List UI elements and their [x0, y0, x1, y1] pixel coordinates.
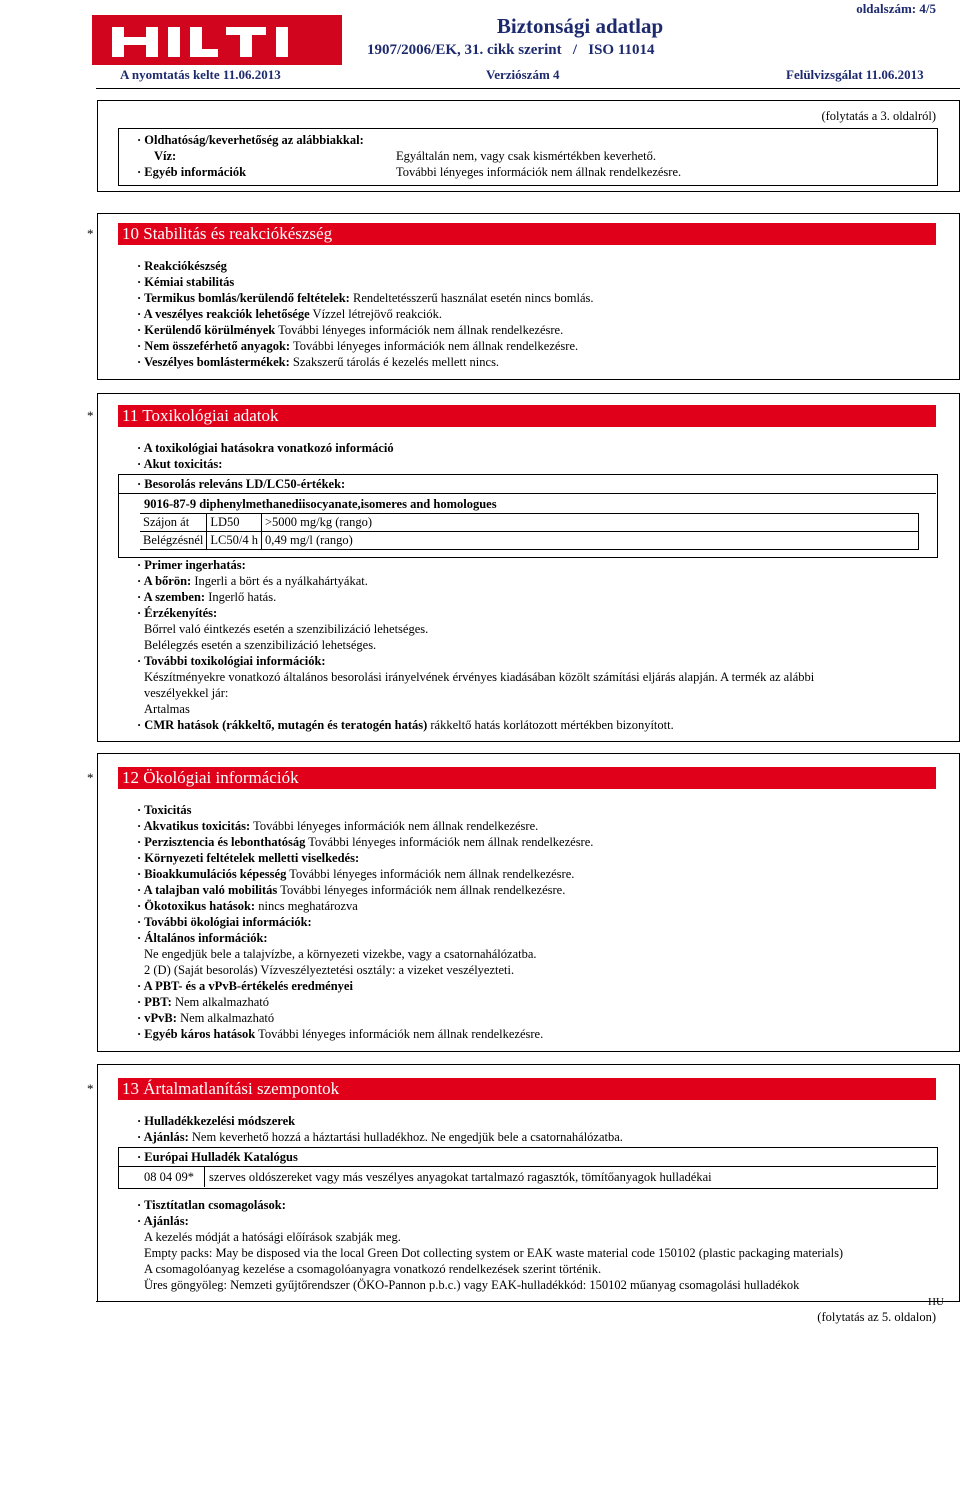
text-line [137, 306, 594, 322]
field-value: veszélyekkel jár: [144, 686, 229, 700]
toxicology-info: · A toxikológiai hatásokra vonatkozó információ [137, 441, 394, 455]
field-label: · Általános információk: [137, 931, 268, 945]
revision-marker: * [87, 1081, 94, 1096]
field-value: További lényeges információk nem állnak rendelkezésre. [277, 883, 566, 897]
field-label: · Kémiai stabilitás [137, 275, 235, 289]
document-subtitle: 1907/2006/EK, 31. cikk szerint / ISO 11014 [367, 42, 655, 58]
field-label: · Reakciókészség [137, 259, 227, 273]
field-value: A csomagolóanyag kezelése a csomagolóanyagra vonatkozó rendelkezések szerint történik. [144, 1262, 602, 1276]
text-line [137, 669, 814, 685]
text-line [137, 834, 593, 850]
water-value: Egyáltalán nem, vagy csak kismértékben keverhető. [396, 149, 656, 163]
acute-toxicity: · Akut toxicitás: [137, 457, 223, 471]
field-value: Empty packs: May be disposed via the local Green Dot collecting system or EAK waste material code 150102 (plastic packaging materials) [144, 1246, 844, 1260]
table-row [140, 532, 918, 550]
field-value: Ingerlő hatás. [205, 590, 277, 604]
field-label: · Tisztítatlan csomagolások: [137, 1198, 286, 1212]
field-value: A kezelés módját a hatósági előírások szabják meg. [144, 1230, 401, 1244]
field-value: Rendeltetésszerű használat esetén nincs bomlás. [349, 291, 594, 305]
header-rule [96, 88, 960, 89]
field-value: Ne engedjük bele a talajvízbe, a környezeti vizekbe, vagy a csatornahálózatba. [144, 947, 537, 961]
logo-icon [92, 15, 342, 65]
field-label: · Veszélyes bomlástermékek: [137, 355, 290, 369]
version-number: Verziószám 4 [486, 67, 560, 82]
text-line [137, 914, 593, 930]
field-value: További lényeges információk nem állnak rendelkezésre. [286, 867, 575, 881]
solubility-label: · Oldhatóság/keverhetőség az alábbiakkal: [137, 133, 364, 147]
field-label: · A szemben: [137, 590, 206, 604]
language-code: HU [928, 1296, 944, 1308]
page-number: oldalszám: 4/5 [856, 1, 936, 16]
revision-marker: * [87, 226, 94, 241]
field-label: · A bőrön: [137, 574, 192, 588]
field-label: · Nem összeférhető anyagok: [137, 339, 291, 353]
text-line [137, 1213, 843, 1229]
field-value: További lényeges információk nem állnak rendelkezésre. [250, 819, 539, 833]
field-label: · A talajban való mobilitás [137, 883, 278, 897]
field-label: · Primer ingerhatás: [137, 558, 246, 572]
field-value: 2 (D) (Saját besorolás) Vízveszélyeztetési osztály: a vizeket veszélyezteti. [144, 963, 515, 977]
waste-methods: · Hulladékkezelési módszerek [137, 1114, 296, 1128]
text-line [137, 274, 594, 290]
text-line [137, 930, 593, 946]
text-line [137, 994, 593, 1010]
field-label: · PBT: [137, 995, 172, 1009]
footer-rule [96, 1301, 926, 1302]
text-line [137, 621, 814, 637]
text-line [137, 637, 814, 653]
text-line [137, 818, 593, 834]
section-13-content [137, 1197, 843, 1293]
section-13-heading: 13 Ártalmatlanítási szempontok [118, 1078, 936, 1100]
field-label: · Ajánlás: [137, 1214, 189, 1228]
hilti-logo [92, 15, 342, 65]
route-cell: Szájon át [140, 514, 207, 532]
text-line [137, 685, 814, 701]
field-label: · Ökotoxikus hatások: [137, 899, 256, 913]
recommendation-text: Nem keverhető hozzá a háztartási hulladékhoz. Ne engedjük bele a csatornahálózatba. [188, 1130, 623, 1144]
revision-marker: * [87, 408, 94, 423]
field-label: · A PBT- és a vPvB-értékelés eredményei [137, 979, 353, 993]
ld-lc50-table [140, 513, 919, 550]
text-line [137, 338, 594, 354]
other-info-label: · Egyéb információk [137, 165, 247, 179]
type-cell: LC50/4 h [207, 532, 262, 550]
revision-marker: * [87, 770, 94, 785]
field-value: Artalmas [144, 702, 190, 716]
field-label: · vPvB: [137, 1011, 177, 1025]
text-line [137, 962, 593, 978]
value-cell: 0,49 mg/l (rango) [261, 532, 918, 550]
waste-catalog-title: · Európai Hulladék Katalógus [137, 1150, 298, 1164]
field-label: · További ökológiai információk: [137, 915, 312, 929]
text-line [137, 557, 814, 573]
text-line [137, 322, 594, 338]
field-label: · További toxikológiai információk: [137, 654, 326, 668]
text-line [137, 1261, 843, 1277]
field-value: További lényeges információk nem állnak rendelkezésre. [255, 1027, 544, 1041]
text-line [137, 1197, 843, 1213]
text-line [137, 866, 593, 882]
section-12-content [137, 802, 593, 1042]
value-cell: >5000 mg/kg (rango) [261, 514, 918, 532]
text-line [137, 1245, 843, 1261]
print-date: A nyomtatás kelte 11.06.2013 [120, 67, 281, 82]
field-label: · A veszélyes reakciók lehetősége [137, 307, 310, 321]
field-label: · Akvatikus toxicitás: [137, 819, 251, 833]
recommendation-label: · Ajánlás: [137, 1130, 189, 1144]
text-line [137, 290, 594, 306]
ld-lc50-title: · Besorolás releváns LD/LC50-értékek: [137, 477, 346, 491]
field-value: Nem alkalmazható [171, 995, 270, 1009]
section-11-content [137, 557, 814, 733]
field-value: Nem alkalmazható [176, 1011, 275, 1025]
table-rule [118, 1166, 936, 1167]
field-value: Üres göngyöleg: Nemzeti gyűjtőrendszer (ÖKO-Pannon p.b.c.) vagy EAK-hulladékkód: 150102 műanyag csomagolási hulladékok [144, 1278, 800, 1292]
field-label: · CMR hatások (rákkeltő, mutagén és teratogén hatás) [137, 718, 428, 732]
text-line [137, 258, 594, 274]
text-line [137, 1277, 843, 1293]
substance-name: 9016-87-9 diphenylmethanediisocyanate,isomeres and homologues [144, 497, 497, 511]
table-rule [118, 493, 936, 494]
section-12-heading: 12 Ökológiai információk [118, 767, 936, 789]
water-label: Víz: [154, 149, 177, 163]
text-line [137, 802, 593, 818]
field-label: · Környezeti feltételek melletti viselkedés: [137, 851, 360, 865]
text-line [137, 717, 814, 733]
text-line [137, 605, 814, 621]
text-line [137, 946, 593, 962]
table-divider [204, 1166, 205, 1187]
type-cell: LD50 [207, 514, 262, 532]
field-label: · Érzékenyítés: [137, 606, 218, 620]
continued-from: (folytatás a 3. oldalról) [821, 109, 936, 123]
text-line [137, 701, 814, 717]
document-title: Biztonsági adatlap [496, 14, 664, 38]
section-11-heading: 11 Toxikológiai adatok [118, 405, 936, 427]
field-value: További lényeges információk nem állnak rendelkezésre. [290, 339, 579, 353]
route-cell: Belégzésnél [140, 532, 207, 550]
field-value: nincs meghatározva [255, 899, 358, 913]
recommendation-line [137, 1129, 623, 1145]
field-label: · Kerülendő körülmények [137, 323, 276, 337]
field-label: · Perzisztencia és lebonthatóság [137, 835, 306, 849]
text-line [137, 1010, 593, 1026]
field-label: · Egyéb káros hatások [137, 1027, 256, 1041]
revision-date: Felülvizsgálat 11.06.2013 [786, 67, 924, 82]
text-line [137, 354, 594, 370]
text-line [137, 1229, 843, 1245]
text-line [137, 882, 593, 898]
text-line [137, 850, 593, 866]
field-value: További lényeges információk nem állnak rendelkezésre. [275, 323, 564, 337]
field-label: · Toxicitás [137, 803, 192, 817]
text-line [137, 1026, 593, 1042]
text-line [137, 573, 814, 589]
field-value: Szakszerű tárolás é kezelés mellett nincs. [289, 355, 500, 369]
text-line [137, 589, 814, 605]
field-label: · Termikus bomlás/kerülendő feltételek: [137, 291, 350, 305]
continued-to: (folytatás az 5. oldalon) [817, 1310, 936, 1324]
waste-description: szerves oldószereket vagy más veszélyes anyagokat tartalmazó ragasztók, tömítőanyagok hulladékai [209, 1170, 712, 1184]
field-label: · Bioakkumulációs képesség [137, 867, 287, 881]
section-10-heading: 10 Stabilitás és reakciókészség [118, 223, 936, 245]
section-10-content [137, 258, 594, 370]
field-value: Belélegzés esetén a szenzibilizáció lehetséges. [144, 638, 377, 652]
waste-code: 08 04 09* [144, 1170, 194, 1184]
text-line [137, 653, 814, 669]
field-value: További lényeges információk nem állnak rendelkezésre. [305, 835, 594, 849]
other-info-value: További lényeges információk nem állnak rendelkezésre. [396, 165, 682, 179]
field-value: Készítményekre vonatkozó általános besorolási irányelvének érvényes kiadásában közölt számítási eljárás alapján. A termék az alábbi [144, 670, 815, 684]
text-line [137, 898, 593, 914]
field-value: Ingerli a bört és a nyálkahártyákat. [191, 574, 368, 588]
field-value: Vízzel létrejövő reakciók. [309, 307, 443, 321]
field-value: rákkeltő hatás korlátozott mértékben bizonyított. [427, 718, 674, 732]
table-row [140, 514, 918, 532]
field-value: Bőrrel való éintkezés esetén a szenzibilizáció lehetséges. [144, 622, 429, 636]
text-line [137, 978, 593, 994]
